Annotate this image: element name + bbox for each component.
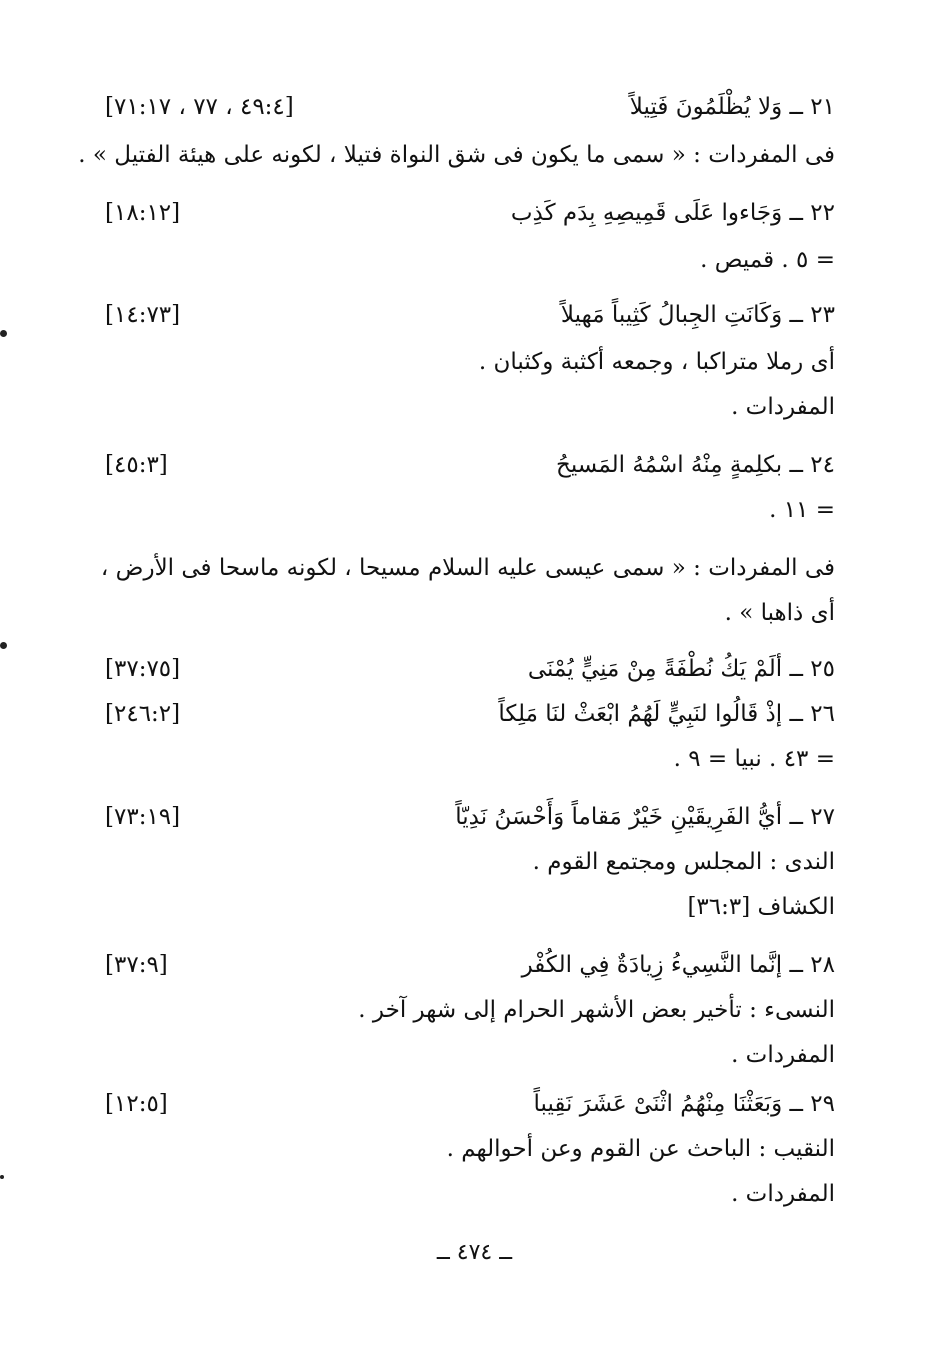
- note-line: المفردات .: [731, 394, 835, 420]
- verse-reference: [٢٤٦:٢]: [105, 701, 181, 727]
- note-line: أى ذاهبا » .: [724, 600, 835, 626]
- note-line: المفردات .: [731, 1042, 835, 1068]
- note-line: أى رملا متراكبا ، وجمعه أكثبة وكثبان .: [478, 349, 835, 375]
- verse-reference: [١٨:١٢]: [105, 200, 181, 226]
- verse-reference: [٣٧:٧٥]: [105, 656, 181, 682]
- note-line: النسىء : تأخير بعض الأشهر الحرام إلى شهر آخر .: [358, 997, 835, 1023]
- note-line: النقيب : الباحث عن القوم وعن أحوالهم .: [446, 1136, 835, 1162]
- verse-text: ٢٩ ــ وَبَعَثْنَا مِنْهُمُ اثْنَىْ عَشَرَ نَقِيباً: [533, 1091, 835, 1117]
- note-line: = ٥ . قميص .: [700, 247, 835, 273]
- verse-reference: [١٤:٧٣]: [105, 302, 181, 328]
- verse-text: ٢٥ ــ ألَمْ يَكُ نُطْفَةً مِنْ مَنِيٍّ يُمْنَى: [527, 656, 835, 682]
- page-number: ــ ٤٧٤ ــ: [436, 1240, 513, 1265]
- verse-text: ٢١ ــ وَلا يُظْلَمُونَ فَتِيلاً: [629, 94, 835, 120]
- margin-dot: [0, 330, 7, 337]
- verse-reference: [٤٩:٤ ، ٧٧ ، ٧١:١٧]: [105, 94, 294, 120]
- verse-reference: [٣٧:٩]: [105, 952, 168, 978]
- note-line: = ٤٣ . نبيا = ٩ .: [673, 746, 835, 772]
- verse-reference: [١٢:٥]: [105, 1091, 168, 1117]
- note-line: الندى : المجلس ومجتمع القوم .: [532, 849, 835, 875]
- note-line: فى المفردات : « سمى عيسى عليه السلام مسيحا ، لكونه ماسحا فى الأرض ،: [100, 555, 835, 581]
- note-line: فى المفردات : « سمى ما يكون فى شق النواة فتيلا ، لكونه على هيئة الفتيل » .: [78, 142, 835, 168]
- margin-dot: [0, 1175, 4, 1179]
- margin-dot: [0, 642, 7, 649]
- note-line: الكشاف [٣٦:٣]: [687, 894, 835, 920]
- verse-text: ٢٢ ــ وَجَاءوا عَلَى قَمِيصِهِ بِدَم كَذِب: [510, 200, 835, 226]
- verse-reference: [٧٣:١٩]: [105, 804, 181, 830]
- verse-text: ٢٧ ــ أيُّ الفَرِيقَيْنِ خَيْرٌ مَقاماً وَأَحْسَنُ نَدِيّاً: [455, 804, 835, 830]
- verse-text: ٢٤ ــ بكلِمةٍ مِنْهُ اسْمُهُ المَسيحُ: [556, 452, 835, 478]
- verse-text: ٢٣ ــ وَكَانَتِ الجِبالُ كَثِيباً مَهيلاً: [560, 302, 835, 328]
- note-line: = ١١ .: [769, 497, 835, 523]
- verse-text: ٢٨ ــ إنَّما النَّسِيءُ زِيادَةٌ فِي الكُفْر: [521, 952, 835, 978]
- verse-reference: [٤٥:٣]: [105, 452, 168, 478]
- note-line: المفردات .: [731, 1181, 835, 1207]
- verse-text: ٢٦ ــ إذْ قَالُوا لنَبِيٍّ لَهُمُ ابْعَثْ لنَا مَلِكاً: [498, 701, 835, 727]
